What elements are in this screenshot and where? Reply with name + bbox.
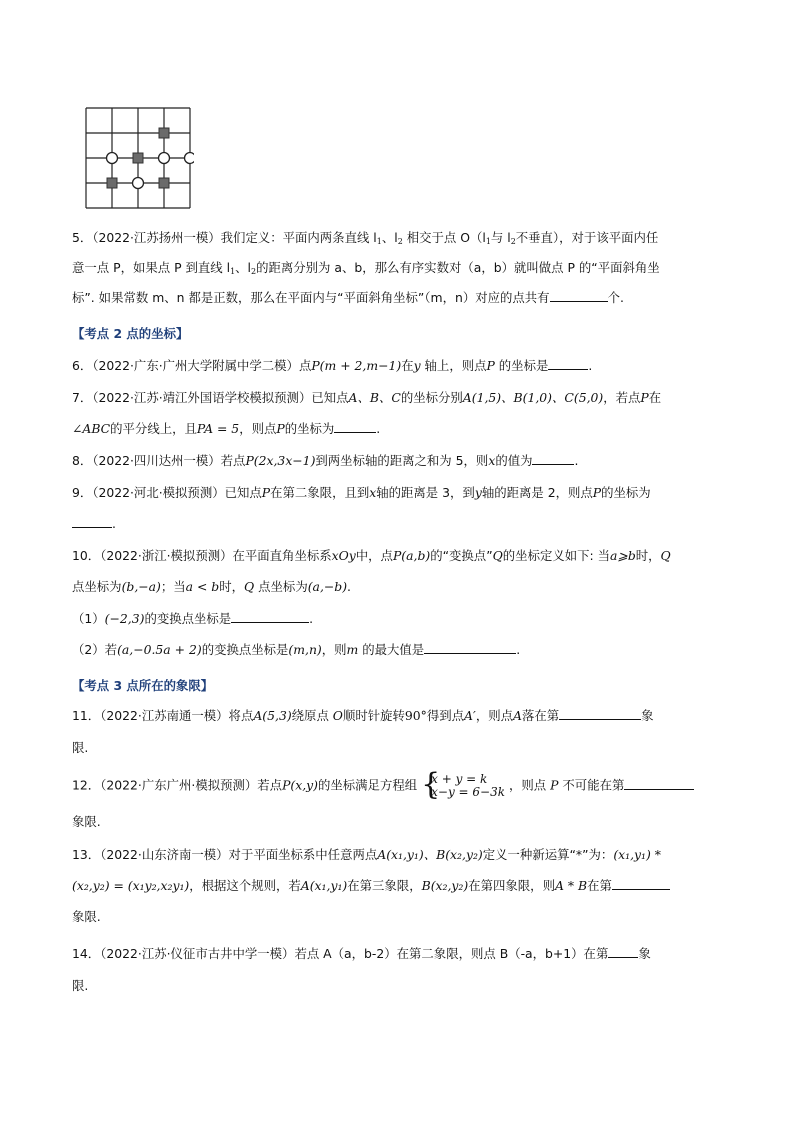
question-12-line-1: 12．（2022·广东广州·模拟预测）若点P(x,y)的坐标满足方程组 { x + y = k x−y = 6−3k ，则点 P 不可能在第: [72, 773, 694, 799]
section-heading-2: 【考点 2 点的坐标】: [72, 326, 189, 341]
question-13-line-2: (x₂,y₂) = (x₁y₂,x₂y₁)，根据这个规则，若A(x₁,y₁)在第三象限，B(x₂,y₂)在第四象限，则A * B在第: [72, 877, 670, 895]
question-10-part-2: （2）若(a,−0.5a + 2)的变换点坐标是(m,n)，则m 的最大值是 .: [72, 642, 521, 657]
answer-blank[interactable]: [72, 515, 112, 528]
question-10-line-1: 10．（2022·浙江·模拟预测）在平面直角坐标系xOy中，点P(a,b)的“变换点”Q的坐标定义如下: 当a⩾b时，Q: [72, 548, 671, 563]
answer-blank[interactable]: [231, 610, 309, 623]
question-7-line-2: ∠ABC的平分线上，且PA = 5，则点P的坐标为 .: [72, 421, 381, 436]
question-13-line-1: 13．（2022·山东济南一模）对于平面坐标系中任意两点A(x₁,y₁)、B(x₂,y₂)定义一种新运算“*”为：(x₁,y₁) *: [72, 847, 661, 862]
question-14-line-1: 14．（2022·江苏·仪征市古井中学一模）若点 A（a，b-2）在第二象限，则点 B（-a，b+1）在第 象: [72, 946, 651, 961]
question-12-line-2: 象限.: [72, 814, 101, 829]
filled-point: [133, 153, 143, 163]
answer-blank[interactable]: [559, 707, 641, 720]
filled-point: [159, 178, 169, 188]
question-5-line-2: 意一点 P，如果点 P 到直线 $l_1$、$l_2$的距离分别为 a、b，那么有序实数对（a，b）就叫做点 P 的“平面斜角坐: [72, 260, 660, 276]
filled-point: [159, 128, 169, 138]
question-10-line-2: 点坐标为(b,−a)；当a < b时，Q 点坐标为(a,−b).: [72, 579, 351, 594]
question-13-line-3: 象限.: [72, 909, 101, 924]
question-5-line-1: 5．（2022·江苏扬州一模）我们定义：平面内两条直线 $l_1$、$l_2$ 相交于点 $O(l_1$与 $l_2$不垂直），对于该平面内任: [72, 230, 659, 246]
answer-blank[interactable]: [608, 945, 638, 958]
grid-board-figure: [82, 106, 194, 210]
open-point: [107, 153, 118, 164]
answer-blank[interactable]: [612, 877, 670, 890]
equation-system: { x + y = k x−y = 6−3k: [421, 767, 506, 802]
answer-blank[interactable]: [424, 641, 516, 654]
question-8: 8．（2022·四川达州一模）若点P(2x,3x−1)到两坐标轴的距离之和为 5，则x的值为 .: [72, 453, 579, 468]
open-point: [185, 153, 195, 164]
open-point: [133, 178, 144, 189]
question-11-line-2: 限.: [72, 740, 89, 755]
question-5-line-3: 标”. 如果常数 m、n 都是正数，那么在平面内与“平面斜角坐标”（m，n）对应的点共有 个.: [72, 290, 624, 305]
section-heading-3: 【考点 3 点所在的象限】: [72, 678, 214, 693]
open-point: [159, 153, 170, 164]
answer-blank[interactable]: [532, 452, 574, 465]
question-10-part-1: （1）(−2,3)的变换点坐标是 .: [72, 611, 314, 626]
question-11-line-1: 11．（2022·江苏南通一模）将点A(5,3)绕原点 O顺时针旋转90°得到点A′，则点A落在第 象: [72, 708, 654, 723]
question-9-line-1: 9．（2022·河北·模拟预测）已知点P在第二象限，且到x轴的距离是 3，到y轴的距离是 2，则点P的坐标为: [72, 485, 651, 500]
filled-point: [107, 178, 117, 188]
question-6: 6．（2022·广东·广州大学附属中学二模）点P(m + 2,m−1)在y 轴上，则点P 的坐标是 .: [72, 358, 593, 373]
answer-blank[interactable]: [550, 289, 608, 302]
question-7-line-1: 7．（2022·江苏·靖江外国语学校模拟预测）已知点A、B、C的坐标分别A(1,5)、B(1,0)、C(5,0)，若点P在: [72, 390, 662, 405]
answer-blank[interactable]: [548, 357, 588, 370]
answer-blank[interactable]: [624, 777, 694, 790]
question-14-line-2: 限.: [72, 978, 89, 993]
answer-blank[interactable]: [334, 420, 376, 433]
question-9-line-2: .: [72, 515, 116, 533]
